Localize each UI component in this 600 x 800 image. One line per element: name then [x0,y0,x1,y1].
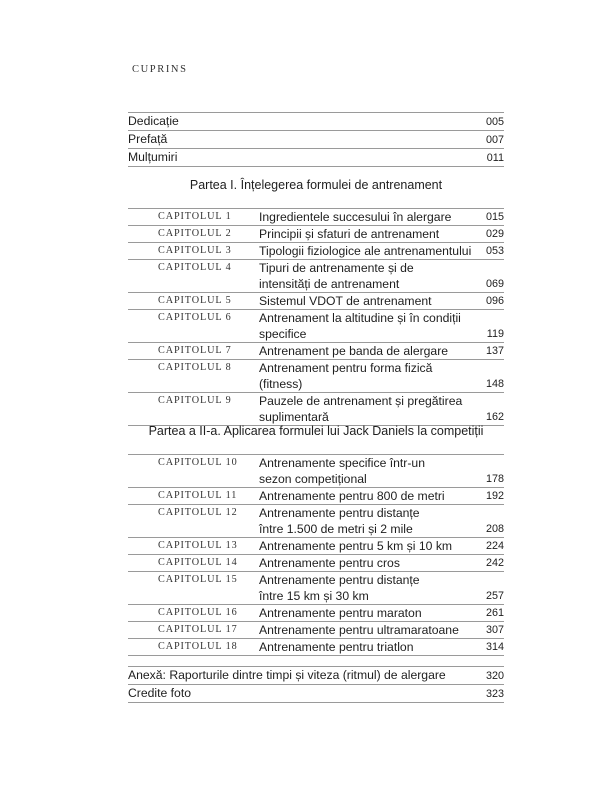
chapter-page: 192 [485,490,504,502]
chapter-title: Antrenament pentru forma fizică (fitness) [259,361,433,391]
chapter-row [128,555,504,572]
chapter-page: 242 [485,557,504,569]
chapter-label: CAPITOLUL 4 [158,262,232,273]
entry-page: 007 [485,134,504,146]
chapter-title: Pauzele de antrenament și pregătirea suplimentară [259,394,463,424]
chapter-row [128,243,504,260]
chapter-page: 119 [486,328,504,340]
entry-page: 320 [485,670,504,682]
front-matter-list [128,112,504,167]
chapter-page: 314 [485,641,504,653]
end-matter-list [128,666,504,703]
chapter-label: CAPITOLUL 1 [158,211,232,222]
chapter-row [128,622,504,639]
entry-title: Mulțumiri [128,150,178,164]
chapter-label: CAPITOLUL 10 [158,457,238,468]
chapter-row [128,488,504,505]
chapter-page: 208 [485,523,504,535]
entry-page: 011 [486,152,504,164]
chapter-title: Tipuri de antrenamente și de intensități de antrenament [259,261,414,291]
entry-title: Anexă: Raporturile dintre timpi și viteza (ritmul) de alergare [128,668,446,682]
chapter-row [128,455,504,488]
chapter-page: 224 [485,540,504,552]
chapter-row [128,260,504,293]
chapter-page: 096 [485,295,504,307]
chapter-label: CAPITOLUL 14 [158,557,238,568]
chapter-page: 261 [485,607,504,619]
chapter-title: Antrenamente specifice într-un sezon competițional [259,456,425,486]
part-1-chapter-list [128,208,504,426]
chapter-label: CAPITOLUL 18 [158,641,238,652]
chapter-label: CAPITOLUL 5 [158,295,232,306]
chapter-row [128,538,504,555]
chapter-row [128,209,504,226]
chapter-page: 162 [485,411,504,423]
chapter-label: CAPITOLUL 12 [158,507,238,518]
chapter-title: Antrenament pe banda de alergare [259,344,449,358]
chapter-title: Principii și sfaturi de antrenament [259,227,440,241]
chapter-page: 069 [485,278,504,290]
chapter-title: Antrenamente pentru ultramaratoane [259,623,459,637]
chapter-page: 137 [485,345,504,357]
page-heading: CUPRINS [132,64,188,75]
entry-title: Credite foto [128,686,192,700]
part-2-title: Partea a II-a. Aplicarea formulei lui Jack Daniels la competiții [148,424,484,438]
chapter-page: 053 [485,245,504,257]
toc-entry-annex [128,666,504,685]
chapter-page: 029 [485,228,504,240]
chapter-title: Sistemul VDOT de antrenament [259,294,432,308]
chapter-row [128,360,504,393]
chapter-title: Tipologii fiziologice ale antrenamentului [259,244,472,258]
entry-page: 323 [485,688,504,700]
chapter-page: 257 [485,590,504,602]
entry-title: Prefață [128,132,168,146]
chapter-title: Antrenamente pentru triatlon [259,640,414,654]
chapter-title: Antrenamente pentru 5 km și 10 km [259,539,453,553]
chapter-title: Antrenamente pentru maraton [259,606,422,620]
chapter-title: Ingredientele succesului în alergare [259,210,452,224]
chapter-row [128,572,504,605]
chapter-page: 148 [485,378,504,390]
chapter-title: Antrenamente pentru 800 de metri [259,489,445,503]
chapter-title: Antrenamente pentru distanțe între 1.500 de metri și 2 mile [259,506,420,536]
chapter-row [128,293,504,310]
chapter-page: 178 [485,473,504,485]
entry-title: Dedicație [128,114,179,128]
chapter-label: CAPITOLUL 9 [158,395,232,406]
chapter-row [128,505,504,538]
chapter-label: CAPITOLUL 15 [158,574,238,585]
entry-page: 005 [485,116,504,128]
chapter-row [128,639,504,656]
part-2-chapter-list [128,454,504,656]
chapter-label: CAPITOLUL 7 [158,345,232,356]
chapter-row [128,343,504,360]
toc-entry-preface [128,131,504,149]
part-1-title: Partea I. Înțelegerea formulei de antrenament [189,178,443,192]
toc-entry-dedication [128,112,504,131]
chapter-title: Antrenament la altitudine și în condiții specifice [259,311,461,341]
chapter-label: CAPITOLUL 13 [158,540,238,551]
chapter-row [128,393,504,426]
chapter-label: CAPITOLUL 3 [158,245,232,256]
chapter-title: Antrenamente pentru distanțe între 15 km și 30 km [259,573,420,603]
chapter-label: CAPITOLUL 2 [158,228,232,239]
toc-entry-photo-credits [128,685,504,703]
chapter-page: 015 [485,211,504,223]
chapter-row [128,310,504,343]
chapter-label: CAPITOLUL 17 [158,624,238,635]
chapter-label: CAPITOLUL 16 [158,607,238,618]
chapter-label: CAPITOLUL 11 [158,490,238,501]
chapter-row [128,605,504,622]
chapter-title: Antrenamente pentru cros [259,556,400,570]
toc-entry-acknowledgements [128,149,504,167]
chapter-label: CAPITOLUL 6 [158,312,232,323]
chapter-page: 307 [485,624,504,636]
chapter-row [128,226,504,243]
chapter-label: CAPITOLUL 8 [158,362,232,373]
